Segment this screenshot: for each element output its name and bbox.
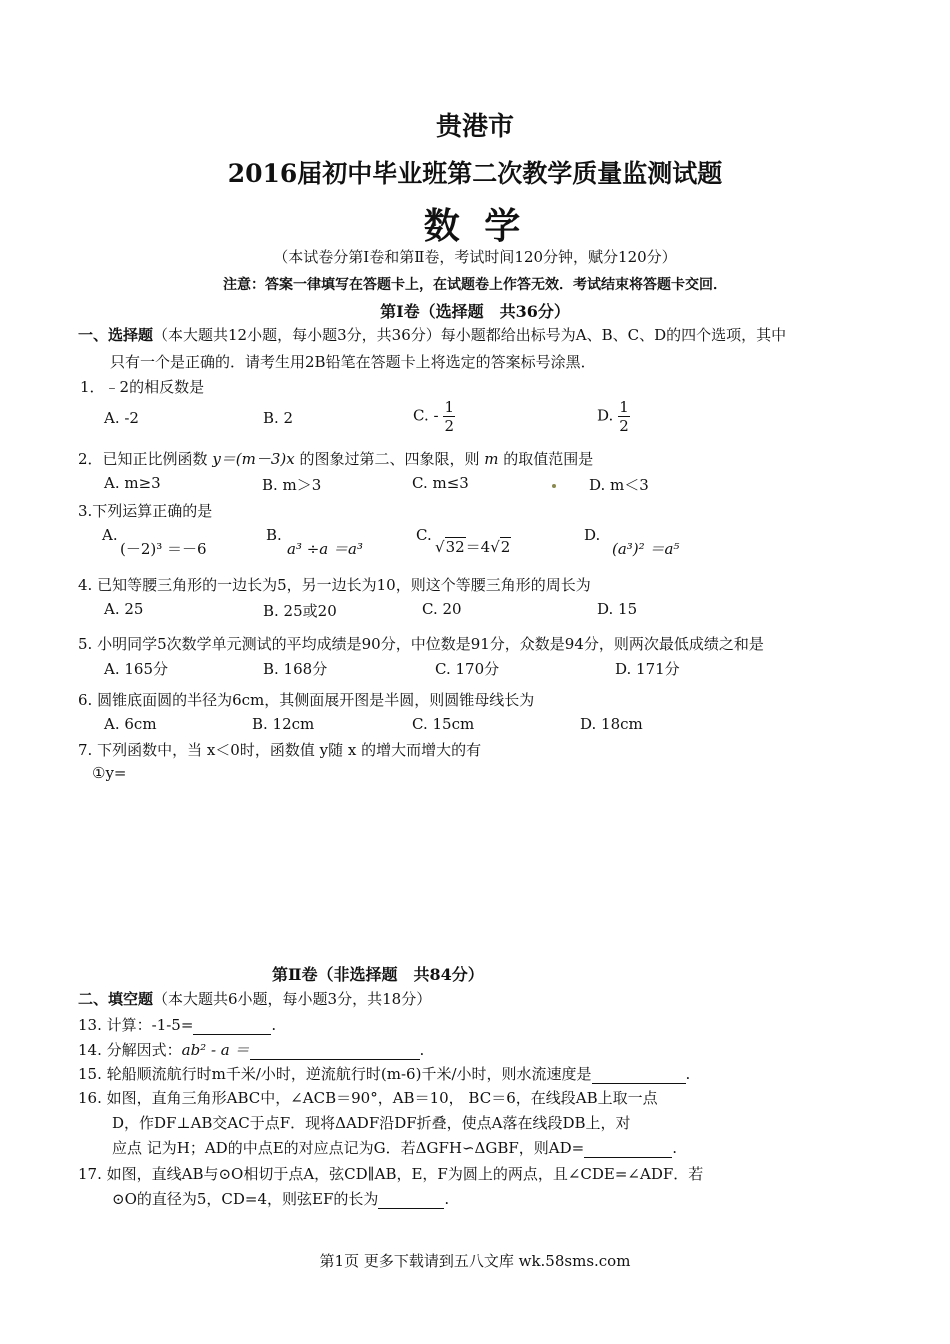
q1-option-d — [597, 398, 630, 435]
q1-stem: 1．﹣2的相反数是 — [80, 378, 205, 396]
q5-option-d: D. 171分 — [615, 660, 680, 678]
section2-heading — [78, 988, 431, 1009]
part1-header: 第Ⅰ卷（选择题 共36分） — [380, 302, 570, 321]
q3-option-a-label: A. — [102, 526, 118, 544]
q6-option-d: D. 18cm — [580, 715, 643, 733]
q5-option-a: A. 165分 — [104, 660, 168, 678]
q16-line-1: 16. 如图，直角三角形ABC中，∠ACB＝90°，AB＝10， BC＝6，在线段AB上取一点 — [78, 1089, 658, 1107]
q16-line-3: 应点 记为H；AD的中点E的对应点记为G．若ΔGFH∽ΔGBF，则AD= . — [112, 1139, 677, 1157]
section1-heading — [78, 324, 786, 345]
q2-option-d: D. m＜3 — [589, 476, 649, 494]
q3-option-d-label: D. — [584, 526, 601, 544]
q3-option-b-expr: a³ ÷a ＝a³ — [287, 540, 363, 558]
section1-desc-1: （本大题共12小题，每小题3分，共36分）每小题都给出标号为A、B、C、D的四个选项，其中 — [153, 326, 787, 344]
q6-stem: 6. 圆锥底面圆的半径为6cm，其侧面展开图是半圆，则圆锥母线长为 — [78, 691, 535, 709]
q4-option-b: B. 25或20 — [263, 602, 337, 620]
q1-option-b: B. 2 — [263, 409, 294, 427]
q1-option-c — [413, 398, 455, 435]
section2-desc: （本大题共6小题，每小题3分，共18分） — [153, 990, 432, 1008]
q2-option-b: B. m＞3 — [262, 476, 322, 494]
q4-stem: 4. 已知等腰三角形的一边长为5，另一边长为10，则这个等腰三角形的周长为 — [78, 576, 591, 594]
q1-option-c-label: C. - — [413, 406, 439, 425]
q4-option-d: D. 15 — [597, 600, 638, 618]
q13-answer-blank — [193, 1016, 271, 1035]
q13: 13. 计算：-1-5= . — [78, 1016, 277, 1034]
q1-option-d-fraction: $\frac{1}{2}$ — [619, 398, 629, 435]
q6-option-b: B. 12cm — [252, 715, 315, 733]
q3-option-c-label: C. — [416, 526, 432, 544]
q5-option-c: C. 170分 — [435, 660, 500, 678]
q5-option-b: B. 168分 — [263, 660, 328, 678]
q4-option-a: A. 25 — [104, 600, 144, 618]
exam-info: （本试卷分第Ⅰ卷和第Ⅱ卷，考试时间120分钟，赋分120分） — [273, 248, 677, 266]
section1-desc-2: 只有一个是正确的．请考生用2B铅笔在答题卡上将选定的答案标号涂黑． — [110, 353, 596, 371]
title-city: 贵港市 — [435, 112, 514, 142]
q2-stem: 2．已知正比例函数 y＝(m－3)x 的图象过第二、四象限，则 m 的取值范围是 — [78, 450, 594, 468]
title-subject: 数 学 — [423, 205, 527, 247]
title-exam: 2016届初中毕业班第二次教学质量监测试题 — [227, 159, 723, 188]
q4-option-c: C. 20 — [422, 600, 462, 618]
stray-mark — [552, 484, 556, 488]
q14-expression: ab² - a ＝ — [181, 1041, 250, 1059]
section1-label: 一、选择题 — [78, 326, 154, 344]
page-footer: 第1页 更多下载请到五八文库 wk.58sms.com — [319, 1252, 631, 1270]
q3-option-a-expr: (－2)³ ＝－6 — [120, 540, 207, 558]
q3-option-b-label: B. — [266, 526, 282, 544]
q17-answer-blank — [378, 1190, 444, 1209]
q3-stem: 3.下列运算正确的是 — [78, 502, 213, 520]
q15-answer-blank — [592, 1065, 686, 1084]
q3-option-c-expr: √32＝4√2 — [435, 538, 511, 556]
q2-option-a: A. m≥3 — [104, 474, 161, 492]
q17-line-1: 17. 如图，直线AB与⊙O相切于点A，弦CD∥AB，E，F为圆上的两点，且∠CDE=∠ADF．若 — [78, 1165, 704, 1183]
q14-answer-blank — [250, 1041, 420, 1060]
q7-item-1: ①y= — [92, 764, 127, 782]
q17-line-2: ⊙O的直径为5，CD=4，则弦EF的长为 . — [112, 1190, 450, 1208]
section2-label: 二、填空题 — [78, 990, 154, 1008]
q6-option-a: A. 6cm — [104, 715, 157, 733]
q15: 15. 轮船顺流航行时m千米/小时，逆流航行时(m-6)千米/小时，则水流速度是 . — [78, 1065, 691, 1083]
q16-answer-blank — [584, 1139, 672, 1158]
q6-option-c: C. 15cm — [412, 715, 475, 733]
q2-option-c: C. m≤3 — [412, 474, 469, 492]
q1-option-a: A. -2 — [104, 409, 139, 427]
q14: 14. 分解因式：ab² - a ＝ . — [78, 1041, 425, 1059]
q2-function: y＝(m－3)x — [212, 450, 295, 468]
q3-option-d-expr: (a³)² ＝a⁵ — [612, 540, 680, 558]
q16-line-2: D，作DF⊥AB交AC于点F．现将ΔADF沿DF折叠，使点A落在线段DB上，对 — [112, 1114, 631, 1132]
q1-option-d-label: D. — [597, 406, 614, 425]
exam-notice: 注意：答案一律填写在答题卡上，在试题卷上作答无效．考试结束将答题卡交回． — [223, 277, 727, 293]
q1-option-c-fraction: $\frac{1}{2}$ — [444, 398, 455, 435]
q7-stem: 7. 下列函数中，当 x＜0时，函数值 y随 x 的增大而增大的有 — [78, 741, 482, 759]
q5-stem: 5. 小明同学5次数学单元测试的平均成绩是90分，中位数是91分，众数是94分，则两次最低成绩之和是 — [78, 635, 764, 653]
part2-header: 第Ⅱ卷（非选择题 共84分） — [272, 965, 484, 984]
